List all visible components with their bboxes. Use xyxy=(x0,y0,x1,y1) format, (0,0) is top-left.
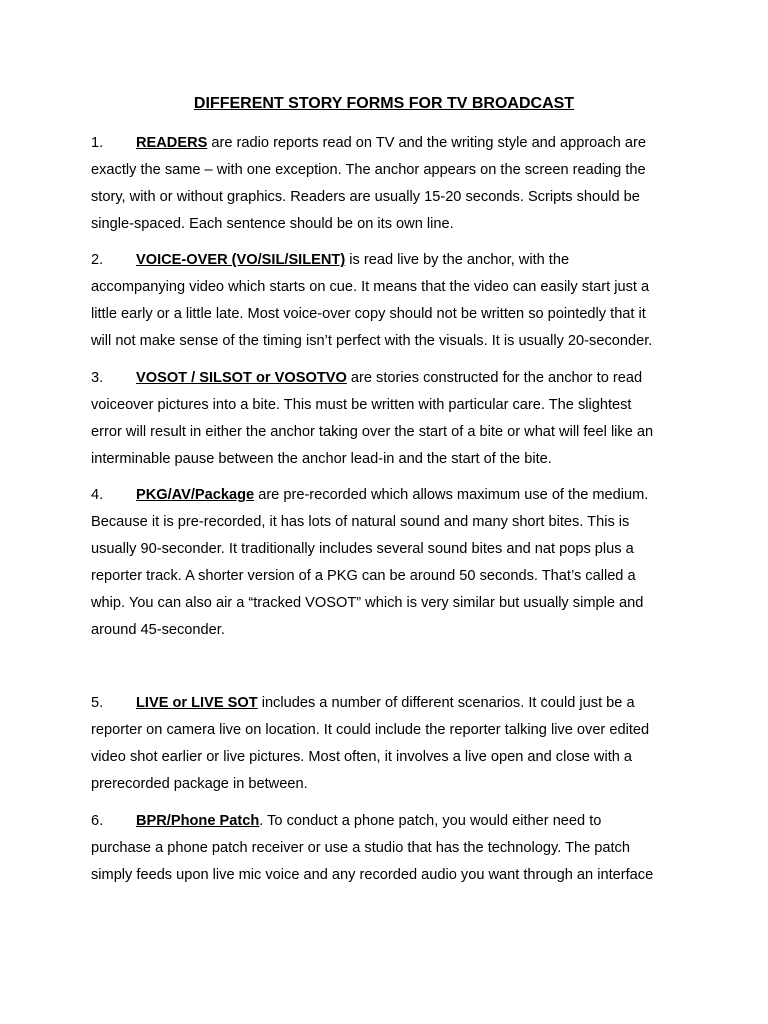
list-item-first-line xyxy=(91,130,681,157)
list-item-line: error will result in either the anchor taking over the start of a bite or what will feel like an xyxy=(91,423,654,440)
list-item-line: Because it is pre-recorded, it has lots of natural sound and many short bites. This is xyxy=(91,513,630,530)
list-item-number: 5. xyxy=(91,695,104,711)
list-item-line: reporter on camera live on location. It could include the reporter talking live over edited xyxy=(91,721,650,738)
list-item-vosot xyxy=(91,365,681,473)
list-item-term: VOICE-OVER (VO/SIL/SILENT) xyxy=(136,252,346,268)
list-item-line: whip. You can also air a “tracked VOSOT” which is very similar but usually simple and xyxy=(91,594,644,611)
list-item-line: voiceover pictures into a bite. This must be written with particular care. The slightest xyxy=(91,396,632,413)
list-item-first-line xyxy=(91,247,681,274)
list-item-term: READERS xyxy=(136,135,208,151)
list-item-text: . To conduct a phone patch, you would either need to xyxy=(259,813,602,829)
page-title: DIFFERENT STORY FORMS FOR TV BROADCAST xyxy=(193,95,575,112)
list-item-number: 3. xyxy=(91,370,104,386)
list-item-text: are stories constructed for the anchor to read xyxy=(346,370,643,386)
list-item-first-line xyxy=(91,482,681,509)
list-item-first-line xyxy=(91,808,681,835)
list-item-line: video shot earlier or live pictures. Most often, it involves a live open and close with a xyxy=(91,748,633,765)
list-item-text: is read live by the anchor, with the xyxy=(345,252,570,268)
list-item-number: 4. xyxy=(91,487,104,503)
list-item-line: usually 90-seconder. It traditionally includes several sound bites and nat pops plus a xyxy=(91,540,634,557)
list-item-term: VOSOT / SILSOT or VOSOTVO xyxy=(136,370,347,386)
list-item-text: are radio reports read on TV and the writing style and approach are xyxy=(207,135,646,151)
list-item-line: reporter track. A shorter version of a PKG can be around 50 seconds. That’s called a xyxy=(91,567,636,584)
list-item-phone-patch xyxy=(91,808,681,889)
list-item-number: 2. xyxy=(91,252,104,268)
list-item-line: will not make sense of the timing isn’t perfect with the visuals. It is usually 20-seconder. xyxy=(91,332,653,349)
list-item-line: single-spaced. Each sentence should be on its own line. xyxy=(91,215,454,232)
list-item-line: around 45-seconder. xyxy=(91,621,225,638)
list-item-line: exactly the same – with one exception. The anchor appears on the screen reading the xyxy=(91,161,646,178)
list-item-number: 1. xyxy=(91,135,104,151)
list-item-number: 6. xyxy=(91,813,104,829)
list-item-term: PKG/AV/Package xyxy=(136,487,255,503)
list-item-text: includes a number of different scenarios. It could just be a xyxy=(257,695,635,711)
list-item-first-line xyxy=(91,365,681,392)
list-item-line: simply feeds upon live mic voice and any recorded audio you want through an interface xyxy=(91,866,654,883)
list-item-line: prerecorded package in between. xyxy=(91,775,308,792)
list-item-live xyxy=(91,690,681,798)
list-item-first-line xyxy=(91,690,681,717)
list-item-line: interminable pause between the anchor lead-in and the start of the bite. xyxy=(91,450,552,467)
list-item-line: little early or a little late. Most voice-over copy should not be written so pointedly that it xyxy=(91,305,646,322)
list-item-line: accompanying video which starts on cue. It means that the video can easily start just a xyxy=(91,278,650,295)
list-item-text: are pre-recorded which allows maximum use of the medium. xyxy=(254,487,649,503)
list-item-readers xyxy=(91,130,681,238)
list-item-package xyxy=(91,482,681,643)
list-item-voice-over xyxy=(91,247,681,355)
list-item-line: story, with or without graphics. Readers are usually 15-20 seconds. Scripts should be xyxy=(91,188,640,205)
list-item-term: LIVE or LIVE SOT xyxy=(136,695,258,711)
list-item-term: BPR/Phone Patch xyxy=(136,813,260,829)
list-item-line: purchase a phone patch receiver or use a studio that has the technology. The patch xyxy=(91,839,630,856)
